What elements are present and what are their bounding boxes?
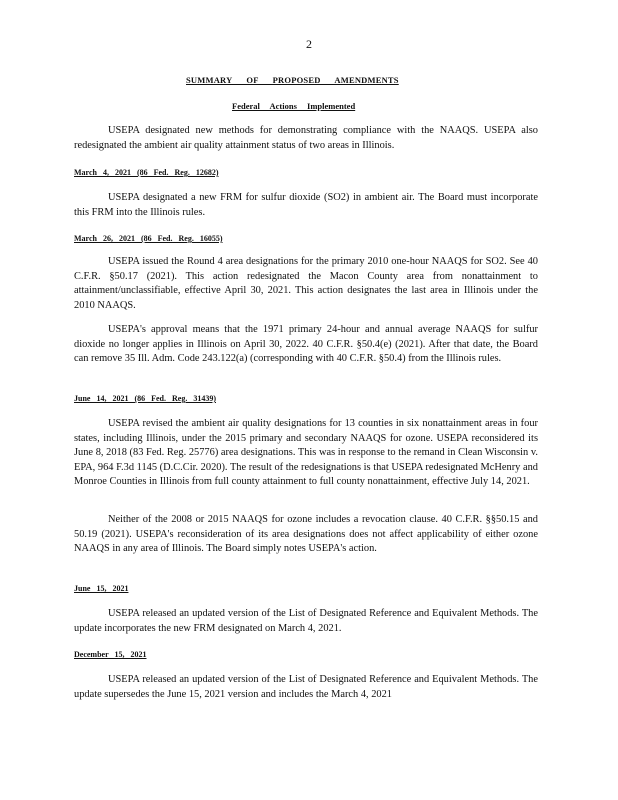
section-4-paragraph-1: USEPA released an updated version of the List of Designated Reference and Equivalent Methods. The update incorporates the new FRM designated on March 4, 2021.: [74, 608, 538, 634]
section-5-paragraph-1: USEPA released an updated version of the List of Designated Reference and Equivalent Methods. The update supersedes the June 15, 2021 version and includes the March 4, 2021: [74, 674, 538, 700]
section-date-4: June 15, 2021: [74, 584, 129, 593]
section-3-paragraph-2: Neither of the 2008 or 2015 NAAQS for ozone includes a revocation clause. 40 C.F.R. §§50.15 and 50.19 (2021). USEPA's reconsideration of its area designations does not affect applicability of either ozone NAAQS in any area of Illinois. The Board simply notes USEPA's action.: [74, 514, 538, 555]
section-1-paragraph-1: USEPA designated a new FRM for sulfur dioxide (SO2) in ambient air. The Board must incorporate this FRM into the Illinois rules.: [74, 192, 538, 218]
section-date-2: March 26, 2021 (86 Fed. Reg. 16055): [74, 234, 223, 243]
section-date-3: June 14, 2021 (86 Fed. Reg. 31439): [74, 394, 216, 403]
document-title: SUMMARY OF PROPOSED AMENDMENTS: [186, 75, 399, 85]
section-3-paragraph-1: USEPA revised the ambient air quality designations for 13 counties in six nonattainment areas in four states, including Illinois, under the 2015 primary and secondary NAAQS for ozone. USEPA reconsidered its June 8, 2018 (83 Fed. Reg. 25776) area designations. This was in response to the remand in Clean Wisconsin v. EPA, 964 F.3d 1145 (D.C.Cir. 2020). The result of the redesignations is that USEPA redesignated McHenry and Monroe Counties in Illinois from full county attainment to full county nonattainment, effective July 14, 2021.: [74, 418, 538, 488]
section-date-1: March 4, 2021 (86 Fed. Reg. 12682): [74, 168, 219, 177]
intro-paragraph: USEPA designated new methods for demonstrating compliance with the NAAQS. USEPA also redesignated the ambient air quality attainment status of two areas in Illinois.: [74, 125, 538, 151]
section-2-paragraph-2: USEPA's approval means that the 1971 primary 24-hour and annual average NAAQS for sulfur dioxide no longer applies in Illinois on April 30, 2022. 40 C.F.R. §50.4(e) (2021). After that date, the Board can remove 35 Ill. Adm. Code 243.122(a) (corresponding with 40 C.F.R. §50.4) from the Illinois rules.: [74, 324, 538, 365]
page-number: 2: [306, 37, 312, 51]
section-2-paragraph-1: USEPA issued the Round 4 area designations for the primary 2010 one-hour NAAQS for SO2. See 40 C.F.R. §50.17 (2021). This action redesignated the Macon County area from nonattainment to attainment/unclassifiable, effective April 30, 2021. This action designates the last area in Illinois under the 2010 NAAQS.: [74, 256, 538, 311]
section-subtitle: Federal Actions Implemented: [232, 101, 356, 111]
section-date-5: December 15, 2021: [74, 650, 147, 659]
